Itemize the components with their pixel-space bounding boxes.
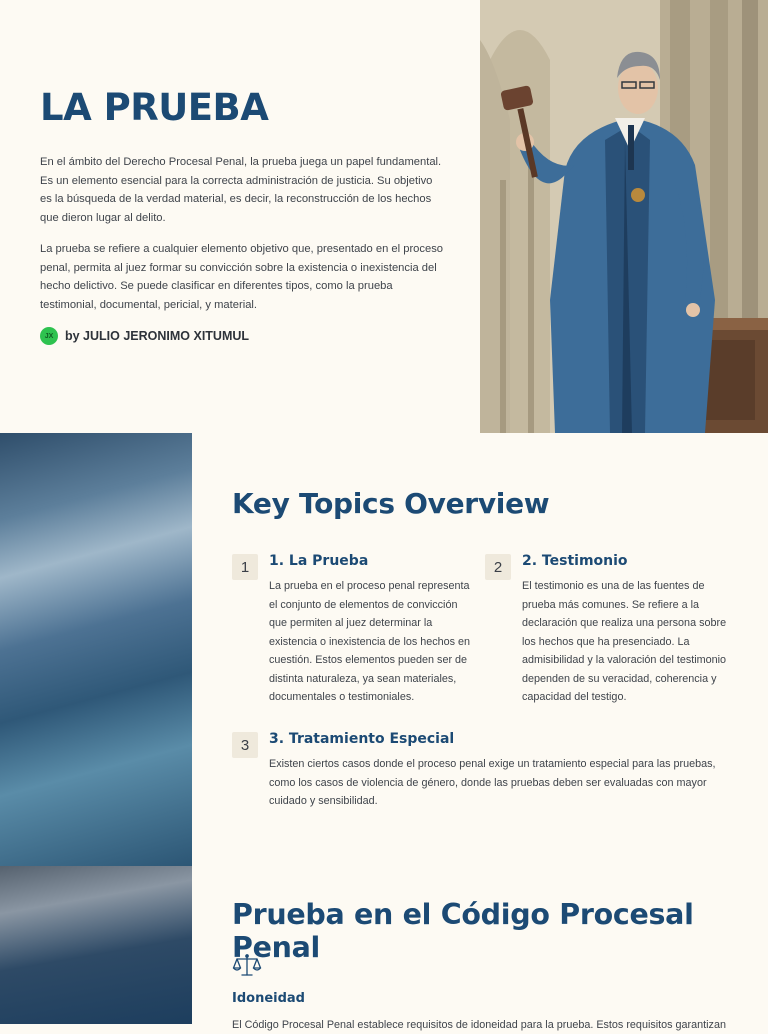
judge-illustration (480, 0, 768, 433)
topic-heading: 1. La Prueba (269, 553, 369, 569)
topic-body: El testimonio es una de las fuentes de prueba más comunes. Se refiere a la declaración que realiza una persona sobre los hechos que ha presenciado. La admisibilidad y la valoración del testimonio dependen de su veracidad, coherencia y capacidad del testigo. (522, 580, 727, 703)
topic-body: Existen ciertos casos donde el proceso penal exige un tratamiento especial para las pruebas, como los casos de violencia de género, donde las pruebas deben ser evaluadas con mayor cuidado y sensibilidad. (269, 758, 716, 807)
idoneidad-heading: Idoneidad (232, 991, 305, 1006)
topic-number: 2 (485, 554, 511, 580)
topic-number: 3 (232, 732, 258, 758)
topic-body: La prueba en el proceso penal representa el conjunto de elementos de convicción que permiten al juez determinar la existencia o inexistencia de los hechos en cuestión. Estos elementos pueden ser de distinta naturaleza, ya sean materiales, documentales o testimoniales. (269, 580, 471, 703)
topic-number: 1 (232, 554, 258, 580)
scales-icon (232, 953, 262, 979)
author-name: by JULIO JERONIMO XITUMUL (65, 329, 250, 343)
idoneidad-body: El Código Procesal Penal establece requisitos de idoneidad para la prueba. Estos requisitos garantizan (232, 1019, 726, 1031)
intro-paragraph-1: En el ámbito del Derecho Procesal Penal, la prueba juega un papel fundamental. Es un elemento esencial para la correcta administración de justicia. Su objetivo es la búsqueda de la verdad material, es decir, la reconstrucción de los hechos que dieron lugar al delito. (40, 156, 442, 224)
topic-heading: 3. Tratamiento Especial (269, 731, 455, 747)
topic-heading: 2. Testimonio (522, 553, 628, 569)
codigo-section-title: Prueba en el Código Procesal Penal (232, 898, 694, 964)
key-topics-title: Key Topics Overview (232, 487, 550, 520)
avatar: JX (40, 327, 58, 345)
author-byline[interactable] (40, 327, 249, 345)
decorative-gradient-panel (0, 433, 192, 866)
decorative-gradient-panel-2 (0, 866, 192, 1024)
intro-paragraph-2: La prueba se refiere a cualquier elemento objetivo que, presentado en el proceso penal, permita al juez formar su convicción sobre la existencia o inexistencia del hecho delictivo. Se puede clasificar en diferentes tipos, como la prueba testimonial, documental, pericial, y material. (40, 243, 444, 311)
page-title: LA PRUEBA (40, 86, 269, 129)
judge-with-gavel-illustration (480, 0, 768, 433)
hero-section (0, 0, 768, 433)
